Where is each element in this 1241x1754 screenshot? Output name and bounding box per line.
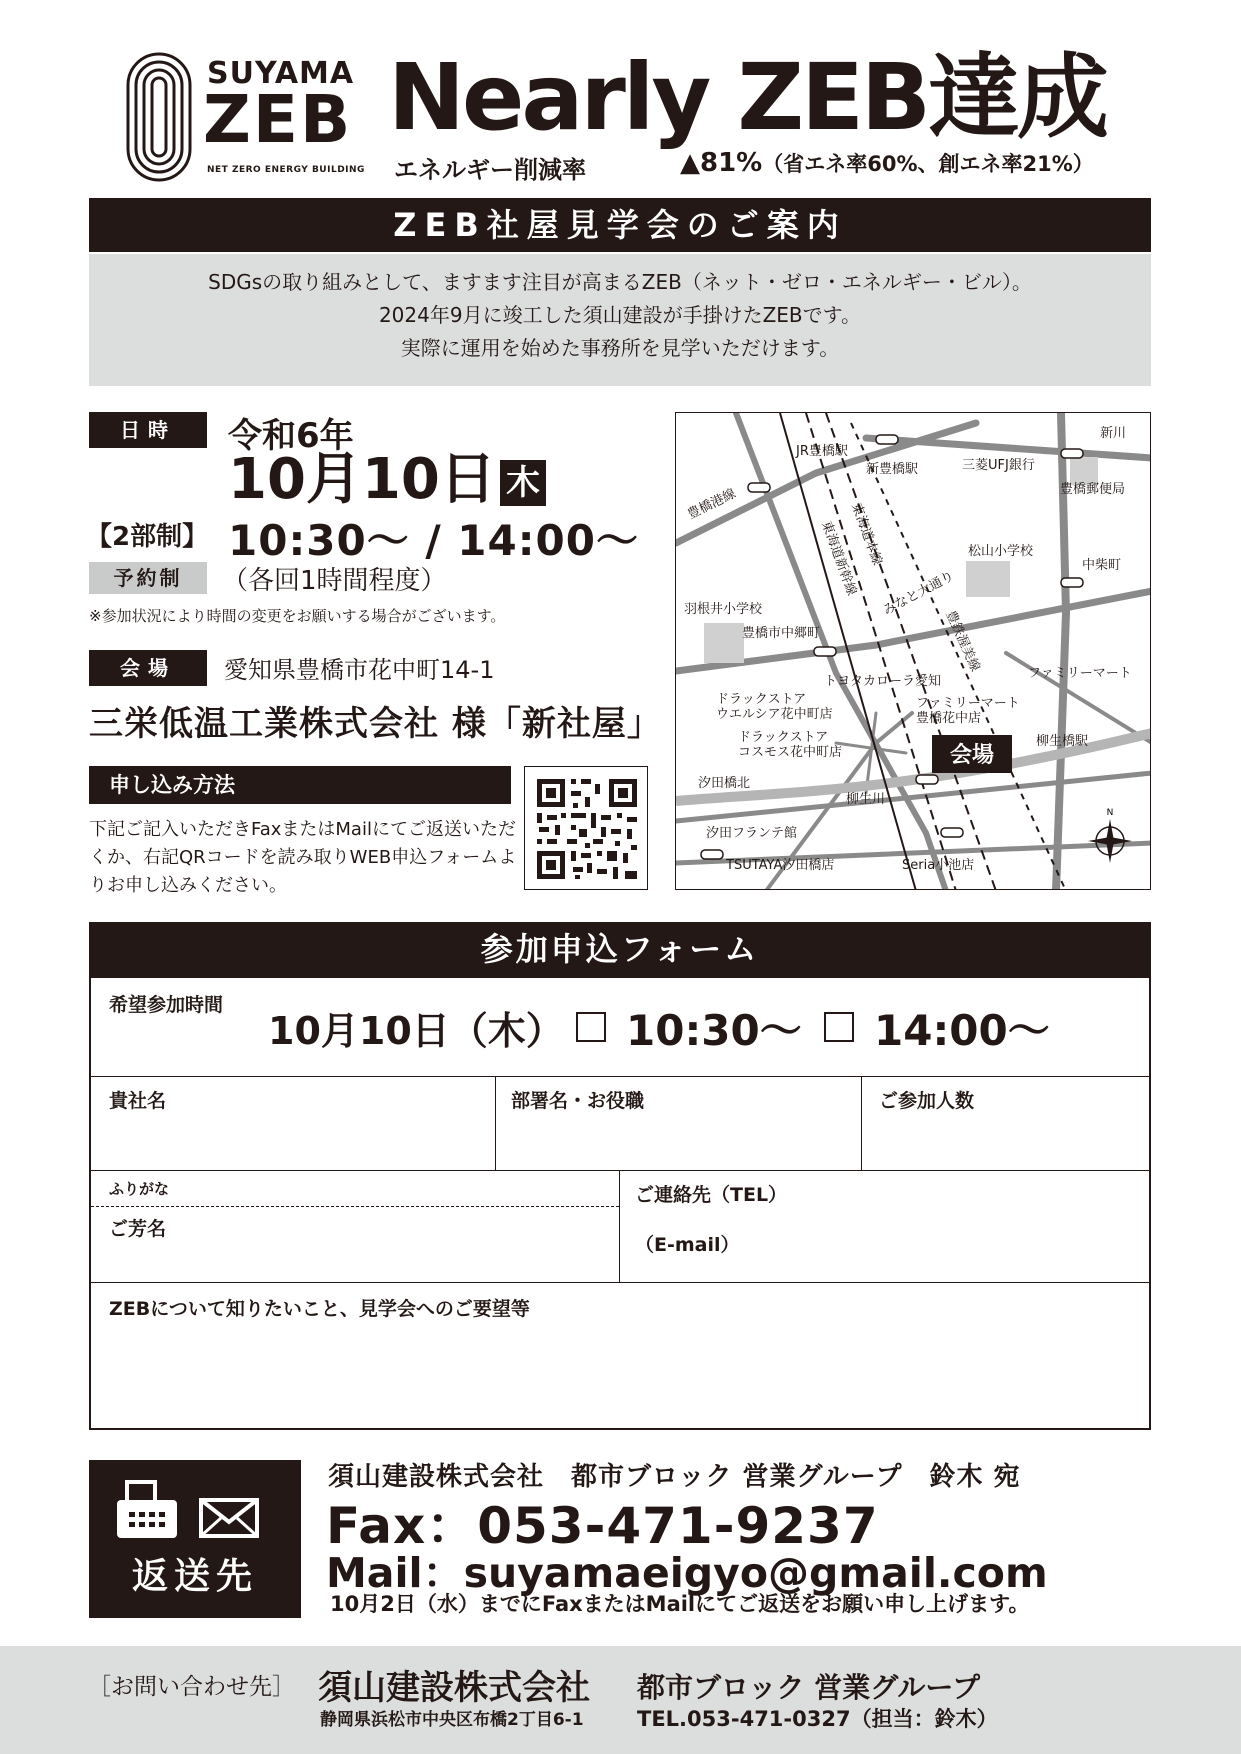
venue-label: 会場 (89, 650, 207, 686)
return-fax: Fax：053-471-9237 (326, 1497, 879, 1555)
headline: Nearly ZEB達成 (388, 44, 1107, 151)
form-title: 参加申込フォーム (89, 922, 1151, 976)
intro-line: 2024年9月に竣工した須山建設が手掛けたZEBです。 (378, 303, 862, 327)
map-venue-label: 会場 (949, 743, 995, 768)
map-label-nakashibacho: 中柴町 (1082, 558, 1122, 573)
slot2-checkbox[interactable] (824, 1012, 854, 1042)
logo-subtitle: NET ZERO ENERGY BUILDING (207, 165, 365, 175)
event-date: 10月10日 (228, 447, 496, 512)
count-label: ご参加人数 (879, 1090, 975, 1112)
map-label-shiota-frante: 汐田フランテ館 (706, 826, 798, 841)
venue-name: 三栄低温工業株式会社 様「新社屋」 (89, 704, 662, 744)
apply-text: 下記ご記入いただきFaxまたはMailにてご返送いただくか、右記QRコードを読み取りWEB申込フォームよりお申し込みください。 (89, 819, 517, 896)
map-label-cosmos: ドラックストアコスモス花中町店 (738, 730, 843, 760)
footer-address: 静岡県浜松市中央区布橋2丁目6-1 (320, 1710, 584, 1730)
map-label-tsutaya: TSUTAYA汐田橋店 (726, 858, 835, 873)
event-weekday: 木 (500, 460, 546, 506)
qr-code-icon (525, 767, 649, 891)
reduction-detail: （省エネ率60%、創エネ率21%） (762, 152, 1094, 176)
mail-icon (201, 1500, 257, 1536)
map-label-haneii-school: 羽根井小学校 (684, 602, 763, 617)
request-label: ZEBについて知りたいこと、見学会へのご要望等 (109, 1298, 530, 1320)
slot1-checkbox[interactable] (576, 1012, 606, 1042)
furigana-label: ふりがな (109, 1180, 170, 1198)
map-graphic (676, 413, 1151, 890)
logo-zeb: ZEB (203, 81, 353, 158)
zeb-logo-mark (126, 52, 192, 182)
reduction-percent: ▲81% (680, 148, 763, 178)
map-label-shin-toyohashi: 新豊橋駅 (866, 462, 919, 477)
map-label-shinkansen: 東海道新幹線 (818, 519, 860, 598)
map-label-yanaisebashi: 柳生橋駅 (1036, 734, 1089, 749)
form-date: 10月10日（木） (268, 1009, 564, 1053)
map-label-toyota: トヨタカローラ愛知 (824, 674, 942, 689)
compass-icon (1088, 808, 1132, 863)
qr-code[interactable] (524, 766, 648, 890)
reduction-value (680, 148, 1094, 178)
footer-group: 都市ブロック 営業グループ (637, 1671, 980, 1704)
map-label-welcia: ドラックストアウエルシア花中町店 (716, 692, 833, 722)
footer-company: 須山建設株式会社 (318, 1668, 590, 1708)
reservation-label: 予約制 (89, 562, 207, 594)
compass-north: N (1106, 808, 1114, 818)
slot1-label: 10:30～ (626, 1006, 802, 1055)
return-company: 須山建設株式会社 都市ブロック 営業グループ 鈴木 宛 (328, 1462, 1021, 1492)
event-era: 令和6年 (228, 416, 354, 456)
map-label-family-mart-1: ファミリーマート (1028, 666, 1132, 681)
slot2-label: 14:00～ (874, 1006, 1050, 1055)
map-label-shinkawa: 新川 (1100, 426, 1127, 441)
map-label-nakagocho: 豊橋市中郷町 (742, 626, 821, 641)
footer-tel: TEL.053-471-0327（担当：鈴木） (637, 1707, 998, 1731)
map-label-atsumi-line: 豊鉄渥美線 (942, 608, 983, 675)
intro-text (89, 254, 1151, 386)
intro-line: SDGsの取り組みとして、ますます注目が高まるZEB（ネット・ゼロ・エネルギー・ビル）。 (208, 270, 1032, 294)
tel-label: ご連絡先（TEL） (635, 1184, 788, 1206)
map-label-shiotabashi-kita: 汐田橋北 (698, 776, 751, 791)
return-mail[interactable]: Mail：suyamaeigyo@gmail.com (326, 1549, 1048, 1597)
fax-mail-icons (89, 1460, 301, 1550)
return-label: 返送先 (131, 1556, 258, 1597)
map-label-yanaigawa: 柳生川 (846, 792, 886, 807)
map-label-tokaido-main: 東海道本線 (848, 501, 885, 568)
return-deadline: 10月2日（水）までにFaxまたはMailにてご返送をお願い申し上げます。 (330, 1592, 1030, 1616)
map-label-post-office: 豊橋郵便局 (1060, 482, 1126, 497)
map-label-minato-street: みなと大通り (880, 568, 957, 619)
map-label-port-line: 豊橋港線 (685, 486, 739, 523)
schedule-note: ※参加状況により時間の変更をお願いする場合がございます。 (89, 607, 506, 625)
session-times: 10:30～ / 14:00～ (228, 516, 639, 565)
map-label-matsuyama-school: 松山小学校 (968, 544, 1034, 559)
reduction-label: エネルギー削減率 (394, 156, 586, 184)
logo-brand: SUYAMA (207, 56, 355, 91)
dept-label: 部署名・お役職 (511, 1090, 645, 1112)
name-label: ご芳名 (109, 1218, 167, 1240)
banner-title: ZEB社屋見学会のご案内 (89, 198, 1151, 252)
company-label: 貴社名 (109, 1090, 167, 1112)
apply-title: 申し込み方法 (89, 766, 511, 804)
email-label: （E-mail） (635, 1234, 740, 1256)
map-label-mufg: 三菱UFJ銀行 (962, 458, 1035, 473)
venue-address: 愛知県豊橋市花中町14-1 (224, 656, 495, 684)
session-label: 【2部制】 (86, 522, 209, 552)
datetime-label: 日時 (89, 412, 207, 448)
map-label-family-mart-2: ファミリーマート豊橋花中店 (916, 696, 1020, 726)
map-label-seria: Seria小池店 (902, 858, 975, 873)
time-label: 希望参加時間 (109, 994, 224, 1016)
session-duration: （各回1時間程度） (222, 566, 447, 596)
intro-line: 実際に運用を始めた事務所を見学いただけます。 (400, 336, 840, 360)
map-label-jr: JR豊橋駅 (796, 444, 848, 459)
footer-label: ［お問い合わせ先］ (88, 1674, 295, 1700)
access-map (675, 412, 1151, 890)
fax-icon (117, 1482, 177, 1538)
